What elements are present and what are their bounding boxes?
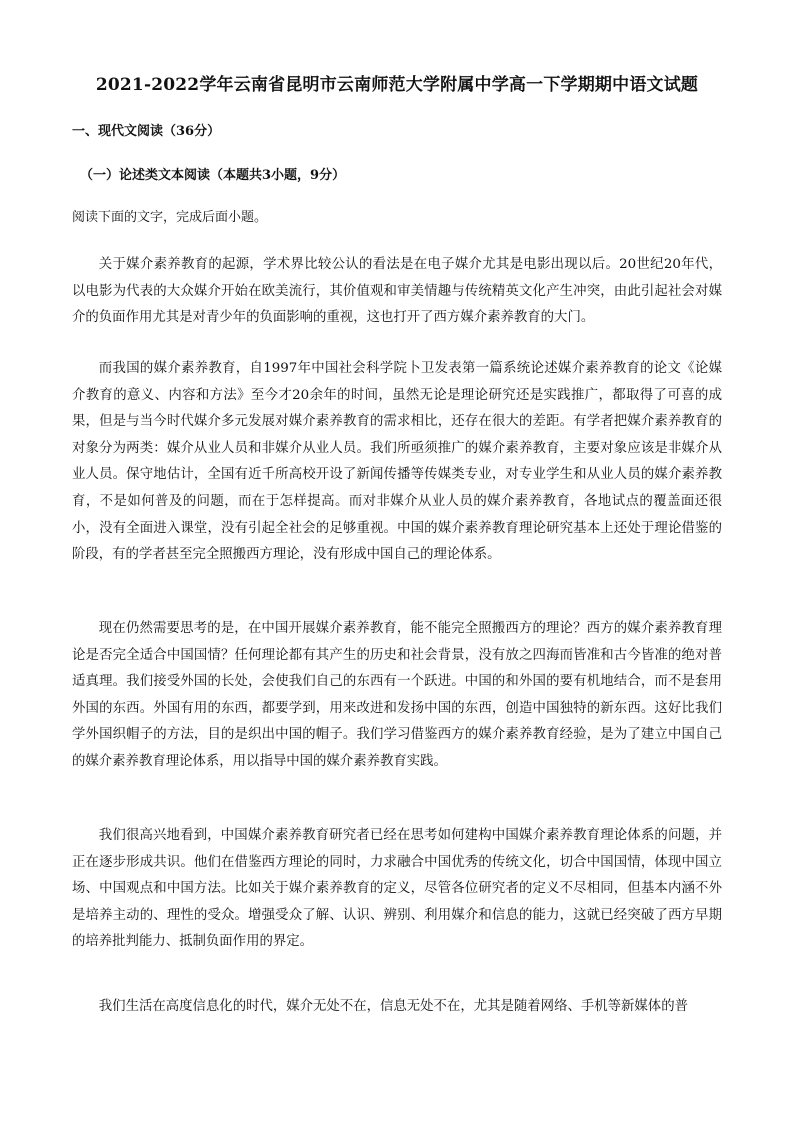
paragraph-5: 我们生活在高度信息化的时代，媒介无处不在，信息无处不在，尤其是随着网络、手机等新媒体的普 xyxy=(98,999,688,1014)
paragraph-1: 关于媒介素养教育的起源，学术界比较公认的看法是在电子媒介尤其是电影出现以后。20世纪20年代，以电影为代表的大众媒介开始在欧美流行，其价值观和审美情趣与传统精英文化产生冲突，由此引起社会对媒介的负面作用尤其是对青少年的负面影响的重视，这也打开了西方媒介素养教育的大门。 xyxy=(72,257,722,326)
section-heading: 一、现代文阅读（36分） xyxy=(72,124,221,139)
paragraph-4: 我们很高兴地看到，中国媒介素养教育研究者已经在思考如何建构中国媒介素养教育理论体系的问题，并正在逐步形成共识。他们在借鉴西方理论的同时，力求融合中国优秀的传统文化，切合中国国情，体现中国立场、中国观点和中国方法。比如关于媒介素养教育的定义，尽管各位研究者的定义不尽相同，但基本内涵不外是培养主动的、理性的受众。增强受众了解、认识、辨别、利用媒介和信息的能力，这就已经突破了西方早期的培养批判能力、抵制负面作用的界定。 xyxy=(72,828,722,950)
paragraph-2: 而我国的媒介素养教育，自1997年中国社会科学院卜卫发表第一篇系统论述媒介素养教育的论文《论媒介教育的意义、内容和方法》至今才20余年的时间，虽然无论是理论研究还是实践推广，都取得了可喜的成果，但是与当今时代媒介多元发展对媒介素养教育的需求相比，还存在很大的差距。有学者把媒介素养教育的对象分为两类：媒介从业人员和非媒介从业人员。我们所亟须推广的媒介素养教育，主要对象应该是非媒介从业人员。保守地估计，全国有近千所高校开设了新闻传播等传媒类专业，对专业学生和从业人员的媒介素养教育，不是如何普及的问题，而在于怎样提高。而对非媒介从业人员的媒介素养教育，各地试点的覆盖面还很小，没有全面进入课堂，没有引起全社会的足够重视。中国的媒介素养教育理论研究基本上还处于理论借鉴的阶段，有的学者甚至完全照搬西方理论，没有形成中国自己的理论体系。 xyxy=(72,361,722,563)
document-title: 2021-2022学年云南省昆明市云南师范大学附属中学高一下学期期中语文试题 xyxy=(95,75,699,95)
paragraph-3: 现在仍然需要思考的是，在中国开展媒介素养教育，能不能完全照搬西方的理论？西方的媒介素养教育理论是否完全适合中国国情？任何理论都有其产生的历史和社会背景，没有放之四海而皆准和古今皆准的绝对普适真理。我们接受外国的长处，会使我们自己的东西有一个跃进。中国的和外国的要有机地结合，而不是套用外国的东西。外国有用的东西，都要学到，用来改进和发扬中国的东西，创造中国独特的新东西。这好比我们学外国织帽子的方法，目的是织出中国的帽子。我们学习借鉴西方的媒介素养教育经验，是为了建立中国自己的媒介素养教育理论体系，用以指导中国的媒介素养教育实践。 xyxy=(72,621,722,769)
reading-instruction: 阅读下面的文字，完成后面小题。 xyxy=(72,210,268,225)
subsection-heading: （一）论述类文本阅读（本题共3小题，9分） xyxy=(80,168,346,183)
